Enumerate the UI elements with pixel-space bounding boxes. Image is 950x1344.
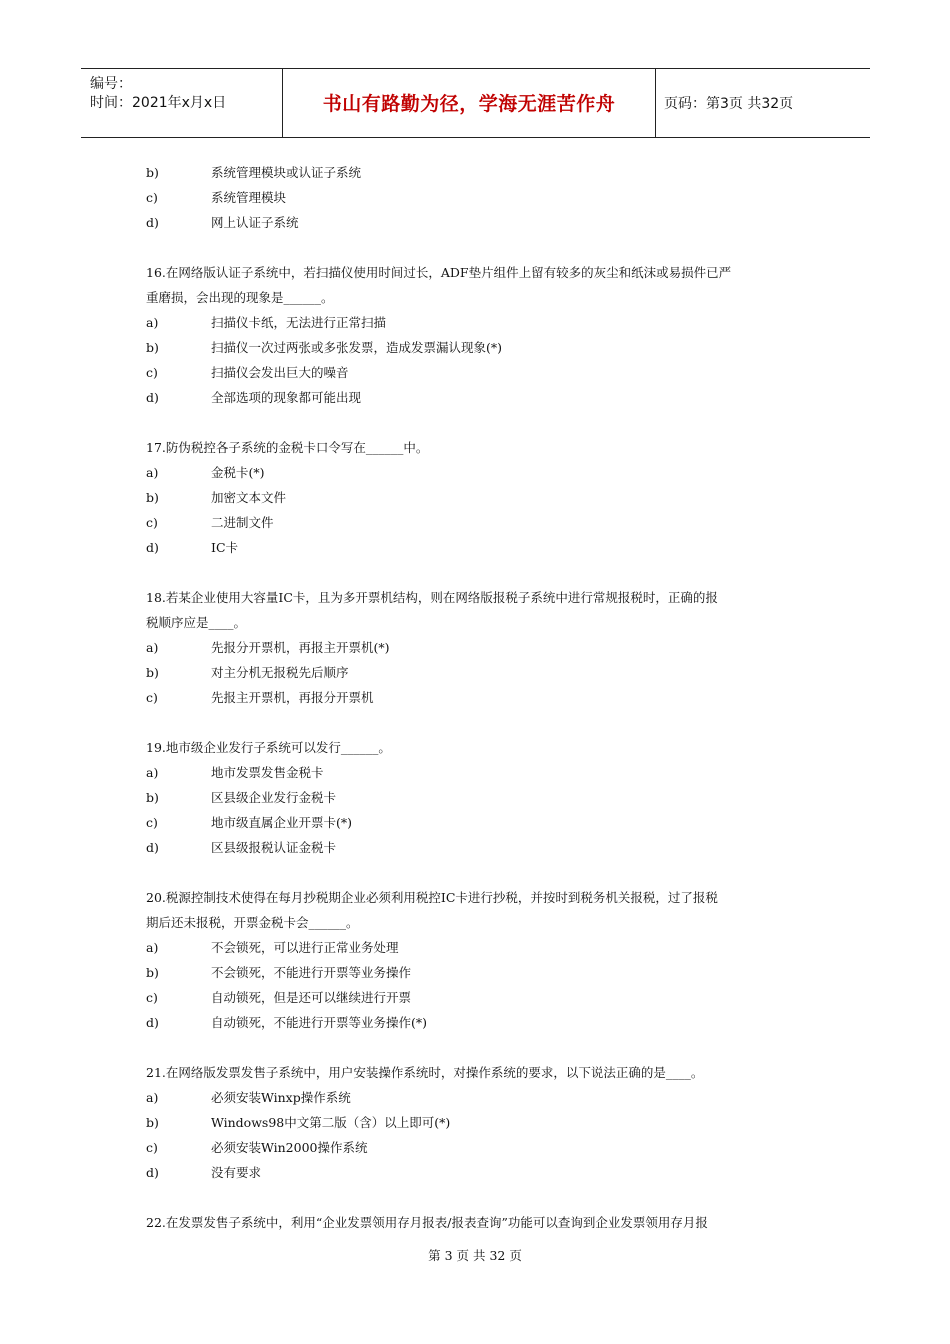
question-block — [146, 260, 810, 410]
option-text: 金税卡(*) — [211, 465, 265, 480]
option-line — [146, 335, 810, 360]
option-line — [146, 510, 810, 535]
option-text: 不会锁死，可以进行正常业务处理 — [211, 940, 399, 955]
question-text: 重磨损，会出现的现象是______。 — [146, 290, 334, 305]
option-text: 区县级报税认证金税卡 — [211, 840, 337, 855]
option-line — [146, 535, 810, 560]
option-text: 地市发票发售金税卡 — [211, 765, 324, 780]
option-label: a) — [146, 940, 159, 955]
option-line — [146, 185, 810, 210]
header-page-info: 页码：第3页 共32页 — [664, 96, 794, 112]
page-footer: 第 3 页 共 32 页 — [428, 1248, 522, 1263]
question-text: 18.若某企业使用大容量IC卡，且为多开票机结构，则在网络版报税子系统中进行常规报税时，正确的报 — [146, 590, 718, 605]
option-label: b) — [146, 340, 159, 355]
option-line — [146, 1085, 810, 1110]
option-text: Windows98中文第二版（含）以上即可(*) — [211, 1115, 451, 1130]
option-line — [146, 160, 810, 185]
option-label: b) — [146, 490, 159, 505]
option-text: 不会锁死，不能进行开票等业务操作 — [211, 965, 412, 980]
option-label: c) — [146, 365, 158, 380]
option-label: d) — [146, 540, 159, 555]
option-text: 网上认证子系统 — [211, 215, 299, 230]
question-block — [146, 885, 810, 1035]
document-number-label: 编号： — [90, 76, 132, 92]
option-label: b) — [146, 165, 159, 180]
option-line — [146, 485, 810, 510]
option-text: 系统管理模块 — [211, 190, 287, 205]
question-spacer — [146, 710, 810, 735]
option-text: IC卡 — [211, 540, 239, 555]
option-label: a) — [146, 465, 159, 480]
option-label: c) — [146, 190, 158, 205]
option-text: 先报分开票机，再报主开票机(*) — [211, 640, 390, 655]
option-label: d) — [146, 1165, 159, 1180]
question-list — [146, 235, 810, 1235]
document-body — [146, 160, 810, 1235]
option-label: d) — [146, 1015, 159, 1030]
option-text: 加密文本文件 — [211, 490, 287, 505]
question-text: 17.防伪税控各子系统的金税卡口令写在______中。 — [146, 440, 429, 455]
option-line — [146, 935, 810, 960]
option-line — [146, 1010, 810, 1035]
question-spacer — [146, 860, 810, 885]
option-text: 先报主开票机，再报分开票机 — [211, 690, 374, 705]
question-spacer — [146, 560, 810, 585]
option-line — [146, 1135, 810, 1160]
question-text: 22.在发票发售子系统中，利用“企业发票领用存月报表/报表查询”功能可以查询到企业发票领用存月报 — [146, 1215, 708, 1230]
option-label: b) — [146, 790, 159, 805]
option-label: b) — [146, 965, 159, 980]
option-text: 扫描仪一次过两张或多张发票，造成发票漏认现象(*) — [211, 340, 503, 355]
question-block — [146, 585, 810, 710]
header-meta-cell — [81, 69, 282, 137]
option-line — [146, 810, 810, 835]
option-text: 必须安装Winxp操作系统 — [211, 1090, 351, 1105]
page-header — [81, 68, 870, 138]
question-spacer — [146, 235, 810, 260]
question-spacer — [146, 1185, 810, 1210]
question-text: 20.税源控制技术使得在每月抄税期企业必须利用税控IC卡进行抄税，并按时到税务机关报税，过了报税 — [146, 890, 718, 905]
option-text: 地市级直属企业开票卡(*) — [211, 815, 353, 830]
option-text: 区县级企业发行金税卡 — [211, 790, 337, 805]
question-text: 期后还未报税，开票金税卡会______。 — [146, 915, 359, 930]
option-text: 扫描仪会发出巨大的噪音 — [211, 365, 349, 380]
option-line — [146, 660, 810, 685]
option-label: c) — [146, 990, 158, 1005]
option-label: d) — [146, 390, 159, 405]
option-text: 系统管理模块或认证子系统 — [211, 165, 362, 180]
option-label: c) — [146, 1140, 158, 1155]
question-text: 16.在网络版认证子系统中，若扫描仪使用时间过长，ADF垫片组件上留有较多的灰尘和纸沫或易损件已严 — [146, 265, 732, 280]
option-text: 对主分机无报税先后顺序 — [211, 665, 349, 680]
option-label: a) — [146, 765, 159, 780]
option-text: 必须安装Win2000操作系统 — [211, 1140, 368, 1155]
question-text: 税顺序应是____。 — [146, 615, 247, 630]
option-line — [146, 385, 810, 410]
option-label: a) — [146, 640, 159, 655]
option-line — [146, 785, 810, 810]
option-label: d) — [146, 840, 159, 855]
option-label: b) — [146, 665, 159, 680]
header-motto-cell — [282, 69, 656, 137]
question-block — [146, 735, 810, 860]
option-label: c) — [146, 515, 158, 530]
question-spacer — [146, 410, 810, 435]
option-label: a) — [146, 1090, 159, 1105]
option-line — [146, 760, 810, 785]
document-time-label: 时间：2021年x月x日 — [90, 95, 227, 111]
question-spacer — [146, 1035, 810, 1060]
option-label: b) — [146, 1115, 159, 1130]
option-line — [146, 985, 810, 1010]
option-line — [146, 210, 810, 235]
option-line — [146, 685, 810, 710]
option-text: 扫描仪卡纸，无法进行正常扫描 — [211, 315, 387, 330]
option-text: 没有要求 — [211, 1165, 262, 1180]
question-block — [146, 1060, 810, 1185]
option-line — [146, 1160, 810, 1185]
option-line — [146, 460, 810, 485]
option-text: 二进制文件 — [211, 515, 274, 530]
option-label: a) — [146, 315, 159, 330]
option-line — [146, 310, 810, 335]
option-text: 全部选项的现象都可能出现 — [211, 390, 362, 405]
option-line — [146, 960, 810, 985]
question-text: 21.在网络版发票发售子系统中，用户安装操作系统时，对操作系统的要求，以下说法正确的是____。 — [146, 1065, 704, 1080]
option-line — [146, 360, 810, 385]
option-label: d) — [146, 215, 159, 230]
option-line — [146, 1110, 810, 1135]
option-line — [146, 635, 810, 660]
option-text: 自动锁死，但是还可以继续进行开票 — [211, 990, 412, 1005]
question-block — [146, 435, 810, 560]
header-page-cell — [655, 69, 870, 137]
option-text: 自动锁死，不能进行开票等业务操作(*) — [211, 1015, 428, 1030]
header-motto: 书山有路勤为径，学海无涯苦作舟 — [322, 93, 616, 115]
option-label: c) — [146, 815, 158, 830]
option-line — [146, 835, 810, 860]
question-block — [146, 1210, 810, 1235]
option-label: c) — [146, 690, 158, 705]
question-text: 19.地市级企业发行子系统可以发行______。 — [146, 740, 391, 755]
